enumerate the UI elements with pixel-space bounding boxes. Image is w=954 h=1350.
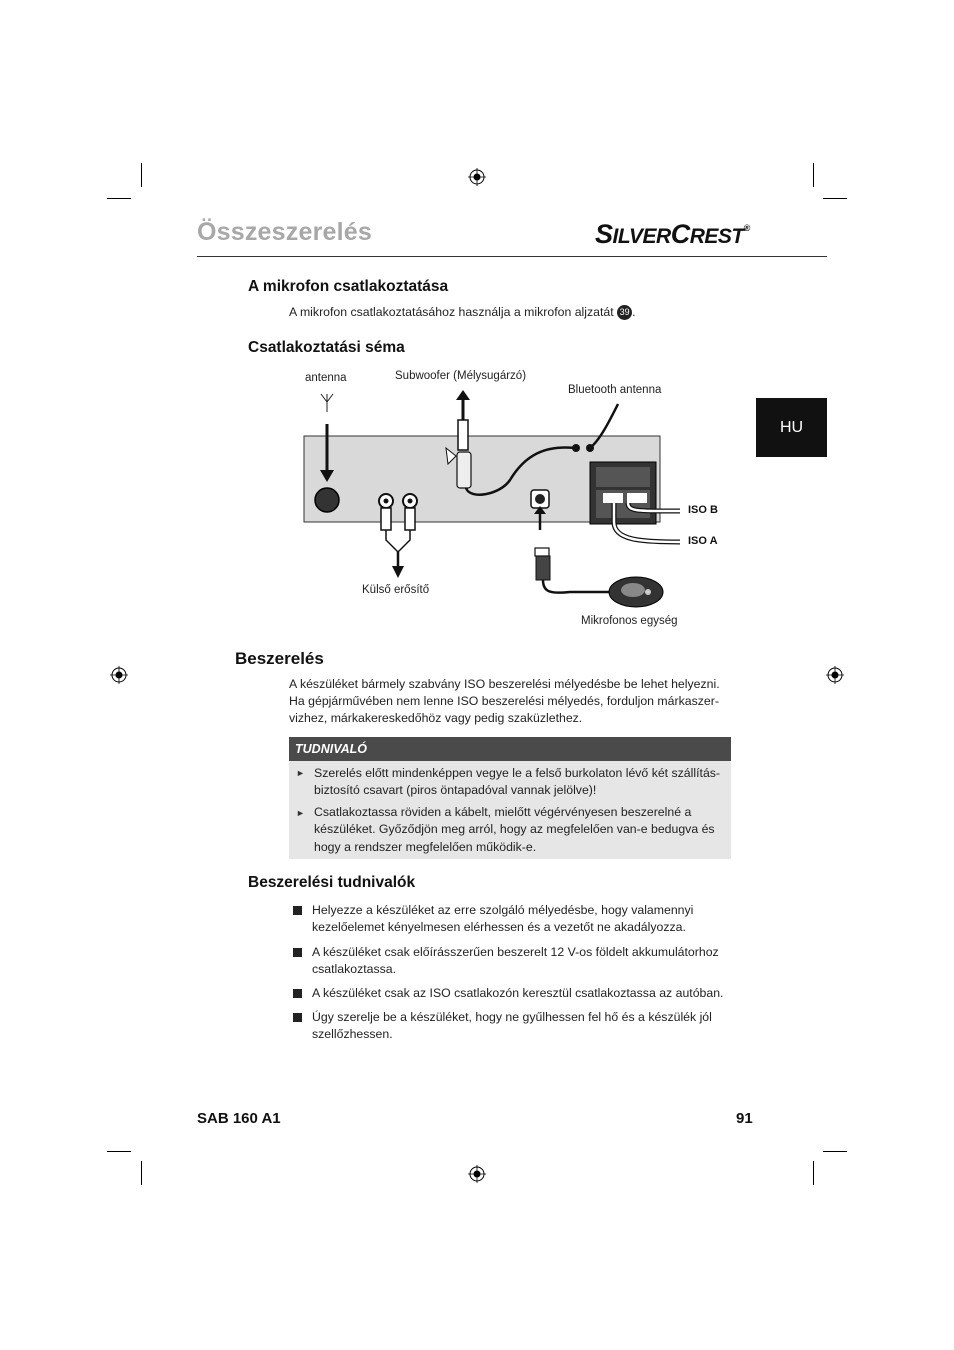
bullet-square-icon (293, 906, 302, 915)
crop-mark (813, 163, 814, 187)
registration-mark-icon (468, 1165, 486, 1183)
iso-connector-block (590, 462, 680, 542)
note-item: Szerelés előtt mindenképpen vegye le a felső burkolaton lévő két szállítás- biztosító csavart (piros öntapadóval vannak jelölve)! (314, 766, 721, 798)
registration-mark-icon (468, 168, 486, 186)
antenna-socket (315, 488, 339, 512)
bullet-arrow-icon: ► (296, 808, 305, 818)
list-item: A készüléket csak előírásszerűen beszerelt 12 V-os földelt akkumulátorhoz csatlakoztassa. (312, 945, 719, 977)
label-iso-b: ISO B (688, 504, 718, 516)
microphone-unit-icon (609, 577, 663, 607)
registration-mark-icon (110, 666, 128, 684)
crop-mark (141, 1161, 142, 1185)
page-number: 91 (736, 1110, 753, 1127)
connection-diagram (290, 385, 690, 615)
bullet-square-icon (293, 989, 302, 998)
label-iso-a: ISO A (688, 535, 718, 547)
crop-mark (141, 163, 142, 187)
footer-model: SAB 160 A1 (197, 1110, 281, 1127)
section-heading-mic: A mikrofon csatlakoztatása (248, 278, 449, 295)
note-heading: TUDNIVALÓ (289, 737, 731, 761)
removal-paragraph-line-3: vizhez, márkakereskedőhöz vagy pedig szaküzlethez. (289, 711, 583, 725)
list-item: Úgy szerelje be a készüléket, hogy ne gyűlhessen fel hő és a készülék jól szellőzhessen. (312, 1010, 712, 1042)
label-bluetooth: Bluetooth antenna (568, 384, 662, 396)
language-tab: HU (756, 398, 827, 457)
page-title: Összeszerelés (197, 218, 372, 246)
section-heading-removal: Beszerelés (235, 649, 324, 668)
registration-mark-icon (826, 666, 844, 684)
note-item: Csatlakoztassa röviden a kábelt, mielőtt végérvényesen beszerelné a készüléket. Győződjön meg arról, hogy az megfelelően van-e bedugva és hogy a rendszer megfelelően működik-e. (314, 805, 715, 854)
list-item: A készüléket csak az ISO csatlakozón keresztül csatlakoztassa az autóban. (312, 986, 724, 1000)
mic-paragraph: A mikrofon csatlakoztatásához használja a mikrofon aljzatát 39 . (289, 305, 636, 319)
section-heading-diagram: Csatlakoztatási séma (248, 339, 405, 356)
bullet-square-icon (293, 948, 302, 957)
bullet-square-icon (293, 1013, 302, 1022)
bullet-arrow-icon: ► (296, 768, 305, 778)
removal-paragraph-line-1: A készüléket bármely szabvány ISO beszerelési mélyedésbe be lehet helyezni. (289, 677, 720, 691)
antenna-icon (321, 394, 333, 412)
label-subwoofer: Subwoofer (Mélysugárzó) (395, 370, 527, 382)
crop-mark (813, 1161, 814, 1185)
crop-mark (823, 198, 847, 199)
label-mic-unit: Mikrofonos egység (581, 615, 678, 627)
section-heading-tips: Beszerelési tudnivalók (248, 874, 416, 891)
label-amplifier: Külső erősítő (362, 584, 430, 596)
label-antenna: antenna (305, 372, 347, 384)
crop-mark (107, 198, 131, 199)
crop-mark (107, 1151, 131, 1152)
crop-mark (823, 1151, 847, 1152)
header-divider (197, 256, 827, 257)
removal-paragraph-line-2: Ha gépjárművében nem lenne ISO beszerelési mélyedés, forduljon márkaszer- (289, 694, 719, 708)
brand-logo: SILVERCREST® (595, 219, 750, 249)
ref-number-badge: 39 (617, 305, 632, 320)
list-item: Helyezze a készüléket az erre szolgáló mélyedésbe, hogy valamennyi kezelőelemet kényelmesen elérhessen és a vezetőt ne akadályozza. (312, 903, 694, 935)
